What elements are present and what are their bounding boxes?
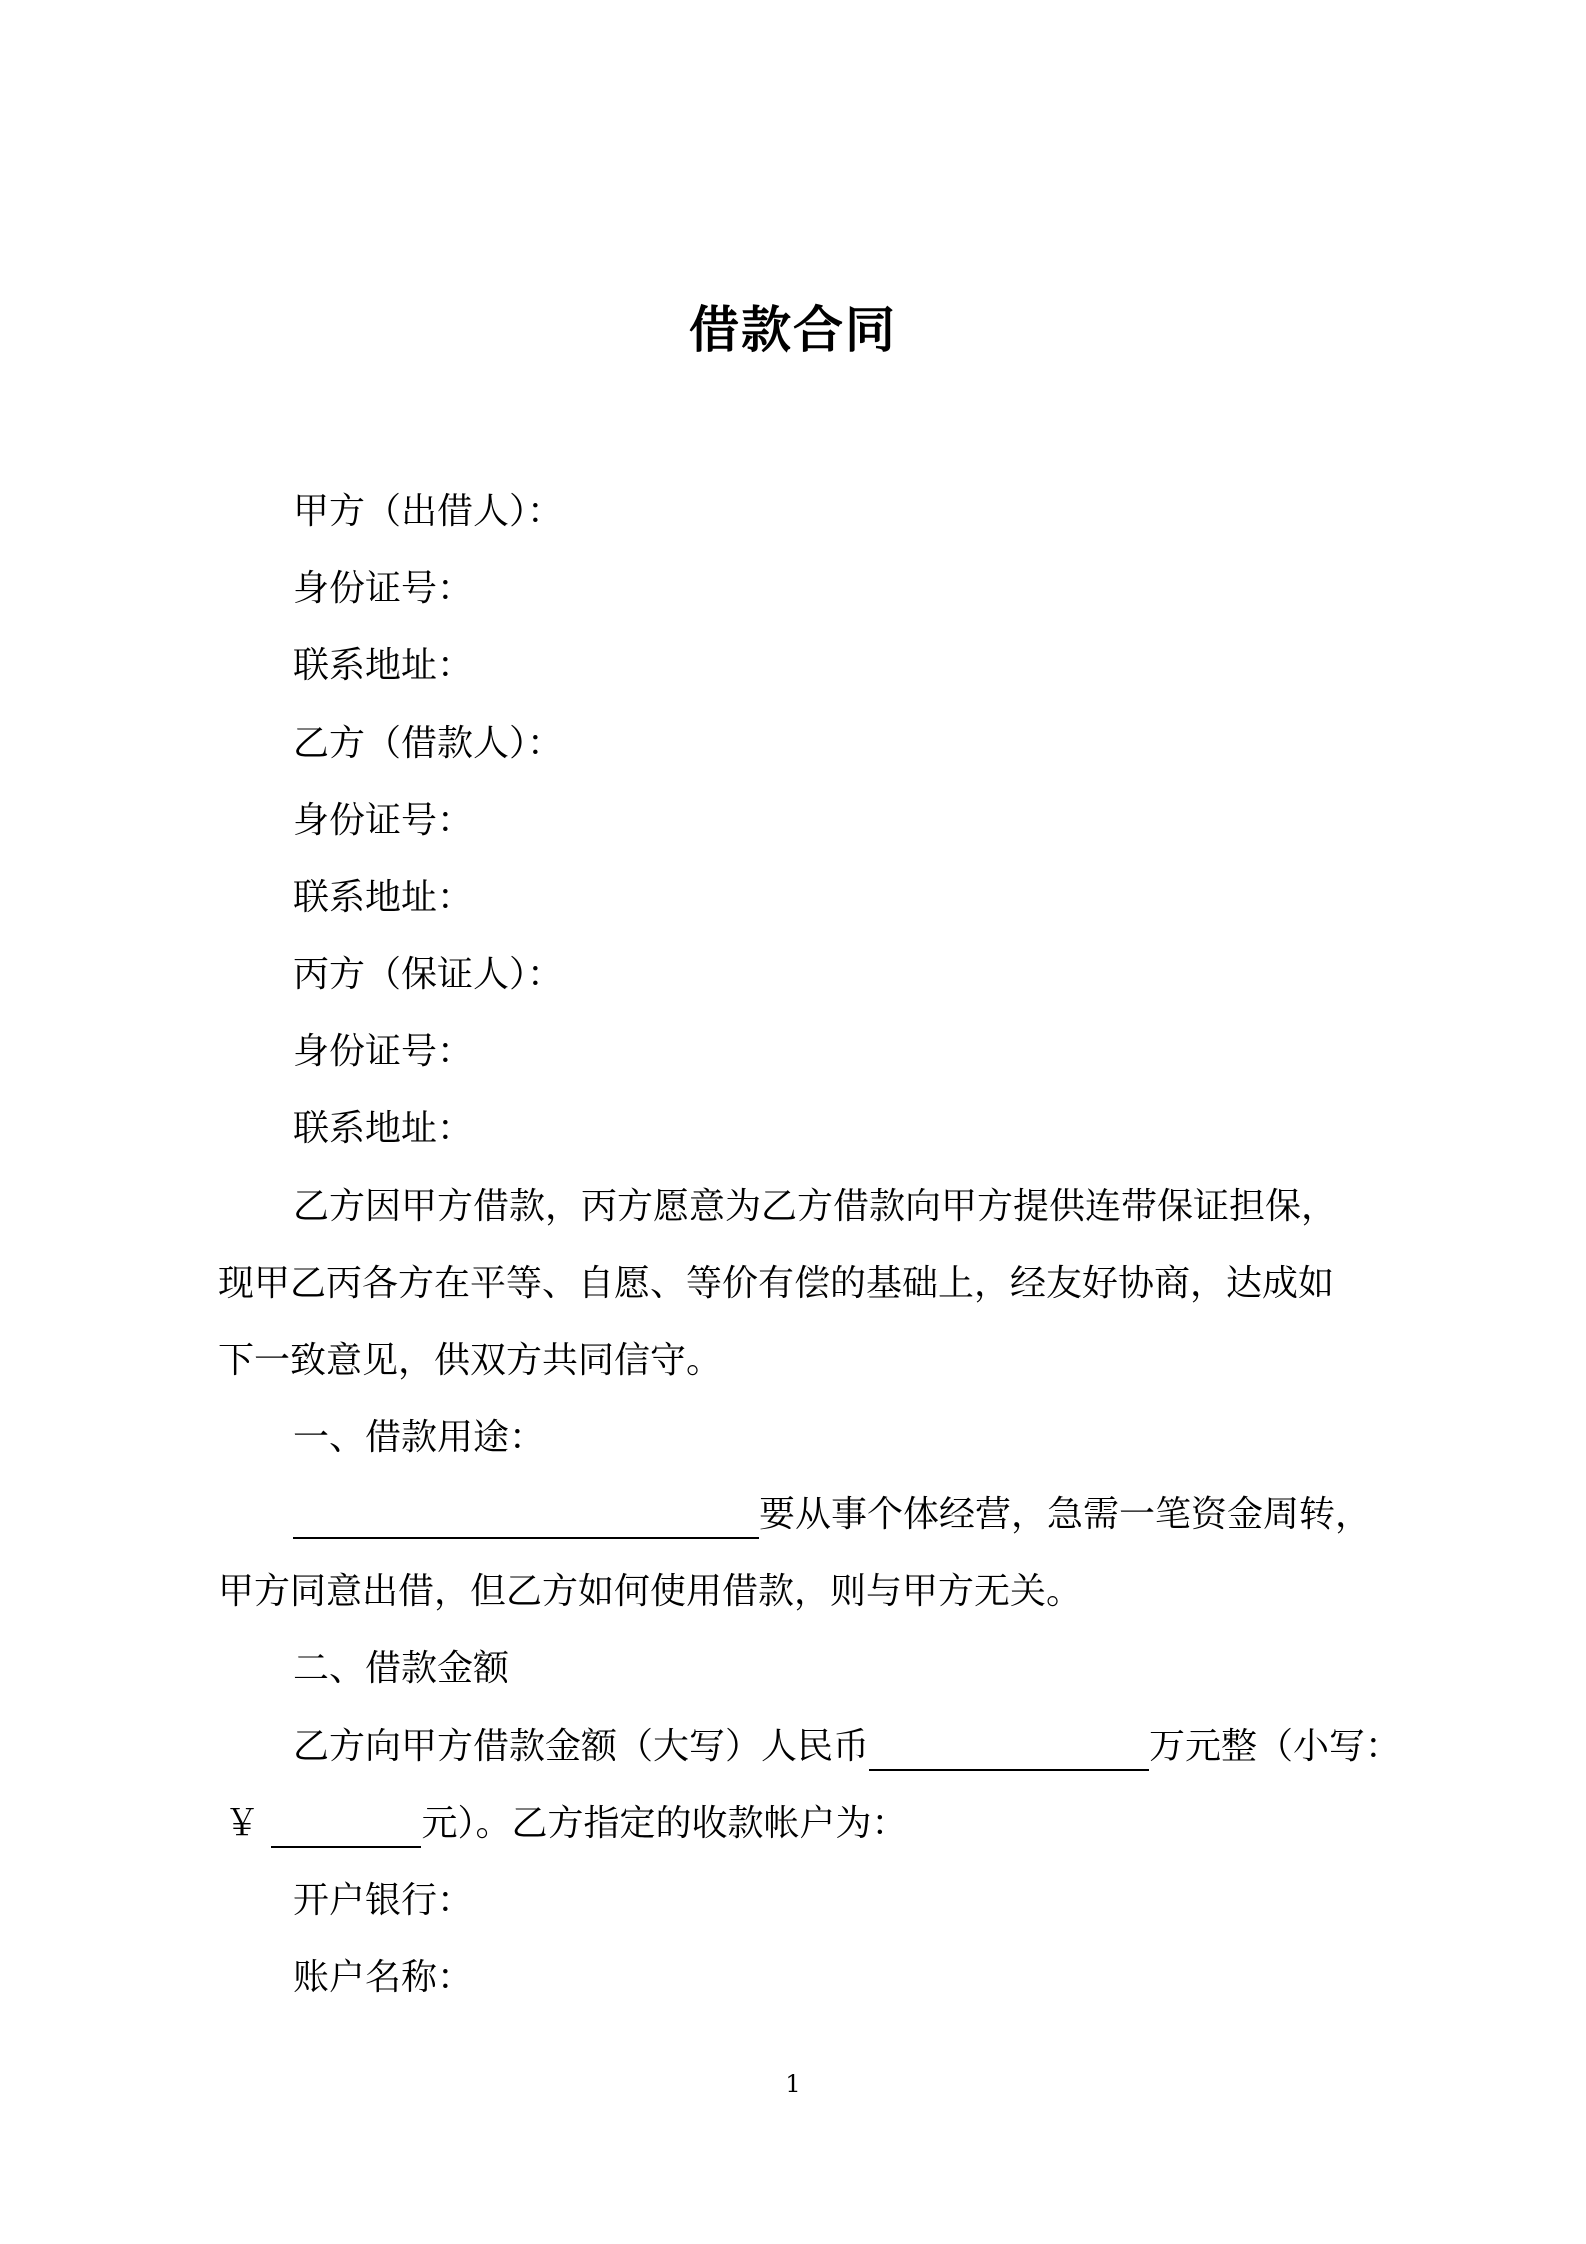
account-name-label: 账户名称：: [293, 1957, 474, 1998]
amount-line-1-prefix: 乙方向甲方借款金额（大写）人民币: [293, 1726, 870, 1767]
amount-numeric-blank-field[interactable]: [271, 1802, 421, 1848]
purpose-line-2: 甲方同意出借，但乙方如何使用借款，则与甲方无关。: [218, 1571, 1083, 1612]
amount-line-2-suffix: 元）。乙方指定的收款帐户为：: [421, 1803, 908, 1844]
party-b-label: 乙方（借款人）：: [293, 723, 564, 764]
intro-line-3: 下一致意见，供双方共同信守。: [218, 1340, 723, 1381]
amount-line-1: [293, 1723, 1401, 1771]
page-number: 1: [785, 2070, 801, 2098]
purpose-line-1-text: 要从事个体经营，急需一笔资金周转，: [759, 1494, 1372, 1535]
amount-line-2: [224, 1800, 907, 1848]
intro-line-2: 现甲乙丙各方在平等、自愿、等价有偿的基础上，经友好协商，达成如: [218, 1263, 1335, 1304]
party-c-label: 丙方（保证人）：: [293, 954, 564, 995]
party-c-address-label: 联系地址：: [293, 1108, 474, 1149]
document-title: 借款合同: [689, 301, 897, 359]
amount-line-1-suffix: 万元整（小写：: [1149, 1726, 1402, 1767]
party-b-address-label: 联系地址：: [293, 877, 474, 918]
purpose-blank-field[interactable]: [293, 1493, 759, 1539]
party-a-address-label: 联系地址：: [293, 645, 474, 686]
bank-label: 开户银行：: [293, 1880, 474, 1921]
yuan-symbol: ￥: [224, 1803, 261, 1844]
party-a-id-label: 身份证号：: [293, 568, 474, 609]
purpose-line-1: [293, 1491, 1371, 1539]
amount-uppercase-blank-field[interactable]: [869, 1725, 1149, 1771]
party-b-id-label: 身份证号：: [293, 800, 474, 841]
section-2-heading: 二、借款金额: [293, 1648, 510, 1689]
party-a-label: 甲方（出借人）：: [293, 491, 564, 532]
section-1-heading: 一、借款用途：: [293, 1417, 546, 1458]
party-c-id-label: 身份证号：: [293, 1031, 474, 1072]
intro-line-1: 乙方因甲方借款，丙方愿意为乙方借款向甲方提供连带保证担保，: [293, 1186, 1338, 1227]
